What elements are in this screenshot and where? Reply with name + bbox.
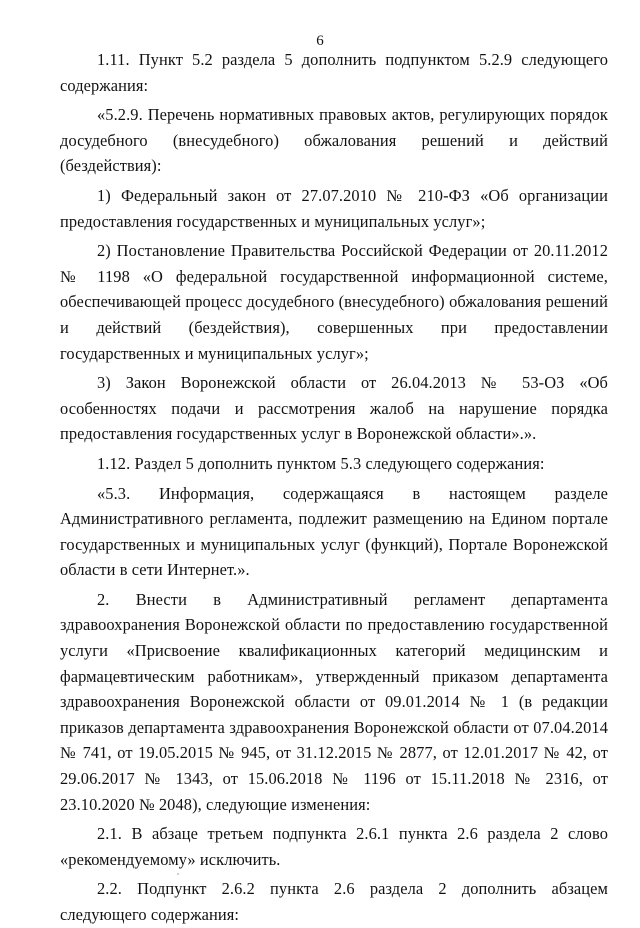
document-body	[60, 47, 608, 928]
paragraph-2-1: 2.1. В абзаце третьем подпункта 2.6.1 пункта 2.6 раздела 2 слово «рекомендуемому» исключить.	[60, 824, 608, 869]
page-number: 6	[316, 33, 324, 49]
paragraph-1-12: 1.12. Раздел 5 дополнить пунктом 5.3 следующего содержания:	[97, 453, 545, 473]
paragraph-2-2: 2.2. Подпункт 2.6.2 пункта 2.6 раздела 2 дополнить абзацем следующего содержания:	[60, 879, 608, 924]
paragraph-5-3: «5.3. Информация, содержащаяся в настоящем разделе Административного регламента, подлежит размещению на Едином портале государственных и муниципальных услуг (функций), Портале Воронежской области в сети Интернет.».	[60, 483, 608, 580]
paragraph-5-2-9: «5.2.9. Перечень нормативных правовых актов, регулирующих порядок досудебного (внесудебного) обжалования решений и действий (бездействия):	[60, 105, 608, 176]
scan-speck	[177, 873, 179, 875]
paragraph-1-11: 1.11. Пункт 5.2 раздела 5 дополнить подпунктом 5.2.9 следующего содержания:	[60, 50, 608, 95]
paragraph-resolution-1198: 2) Постановление Правительства Российской Федерации от 20.11.2012 № 1198 «О федеральной государственной информационной системе, обеспечивающей процесс досудебного (внесудебного) обжалования решений и действий (бездействия), совершенных при предоставлении государственных и муниципальных услуг»;	[60, 241, 608, 363]
paragraph-law-210-fz: 1) Федеральный закон от 27.07.2010 № 210-ФЗ «Об организации предоставления государственных и муниципальных услуг»;	[60, 185, 608, 231]
paragraph-2: 2. Внести в Административный регламент департамента здравоохранения Воронежской области по предоставлению государственной услуги «Присвоение квалификационных категорий медицинским и фармацевтическим работникам», утвержденный приказом департамента здравоохранения Воронежской области от 09.01.2014 № 1 (в редакции приказов департамента здравоохранения Воронежской области от 07.04.2014 № 741, от 19.05.2015 № 945, от 31.12.2015 № 2877, от 12.01.2017 № 42, от 29.06.2017 № 1343, от 15.06.2018 № 1196 от 15.11.2018 № 2316, от 23.10.2020 № 2048), следующие изменения:	[60, 589, 608, 814]
paragraph-law-53-oz: 3) Закон Воронежской области от 26.04.2013 № 53-ОЗ «Об особенностях подачи и рассмотрения жалоб на нарушение порядка предоставления государственных услуг в Воронежской области».».	[60, 373, 608, 444]
